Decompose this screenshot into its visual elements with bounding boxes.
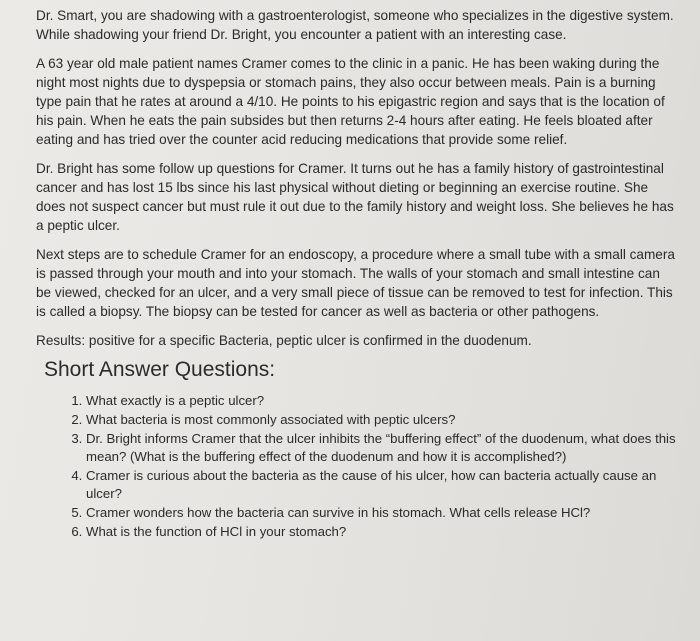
results-paragraph: Results: positive for a specific Bacteria, peptic ulcer is confirmed in the duodenum.	[36, 333, 532, 348]
next-steps-paragraph: Next steps are to schedule Cramer for an endoscopy, a procedure where a small tube with a small camera is passed through your mouth and into your stomach. The walls of your stomach and small intestine can be viewed, checked for an ulcer, and a very small piece of tissue can be removed to test for infection. This is called a biopsy. The biopsy can be tested for cancer as well as bacteria or other pathogens.	[36, 247, 675, 319]
question-item: 6. What is the function of HCl in your stomach?	[86, 523, 678, 541]
question-item: 2. What bacteria is most commonly associated with peptic ulcers?	[86, 411, 678, 429]
question-item: 4. Cramer is curious about the bacteria as the cause of his ulcer, how can bacteria actually cause an ulcer?	[86, 467, 678, 503]
question-item: 5. Cramer wonders how the bacteria can survive in his stomach. What cells release HCl?	[86, 504, 678, 522]
question-item: 1. What exactly is a peptic ulcer?	[86, 392, 678, 410]
case-paragraph: A 63 year old male patient names Cramer comes to the clinic in a panic. He has been waking during the night most nights due to dyspepsia or stomach pains, they also occur between meals. Pain is a burning type pain that he rates at around a 4/10. He points to his epigastric region and says that is the location of his pain. When he eats the pain subsides but then returns 2-4 hours after eating. He feels bloated after eating and has tried over the counter acid reducing medications that provide some relief.	[36, 56, 665, 147]
questions-list	[36, 392, 678, 541]
question-item: 3. Dr. Bright informs Cramer that the ulcer inhibits the “buffering effect” of the duodenum, what does this mean? (What is the buffering effect of the duodenum and how it is accomplished?)	[86, 430, 678, 466]
intro-paragraph: Dr. Smart, you are shadowing with a gastroenterologist, someone who specializes in the digestive system. While shadowing your friend Dr. Bright, you encounter a patient with an interesting case.	[36, 8, 674, 42]
followup-paragraph: Dr. Bright has some follow up questions for Cramer. It turns out he has a family history of gastrointestinal cancer and has lost 15 lbs since his last physical without dieting or beginning an exercise routine. She does not suspect cancer but must rule it out due to the family history and weight loss. She believes he has a peptic ulcer.	[36, 161, 674, 233]
questions-heading: Short Answer Questions:	[44, 358, 276, 381]
